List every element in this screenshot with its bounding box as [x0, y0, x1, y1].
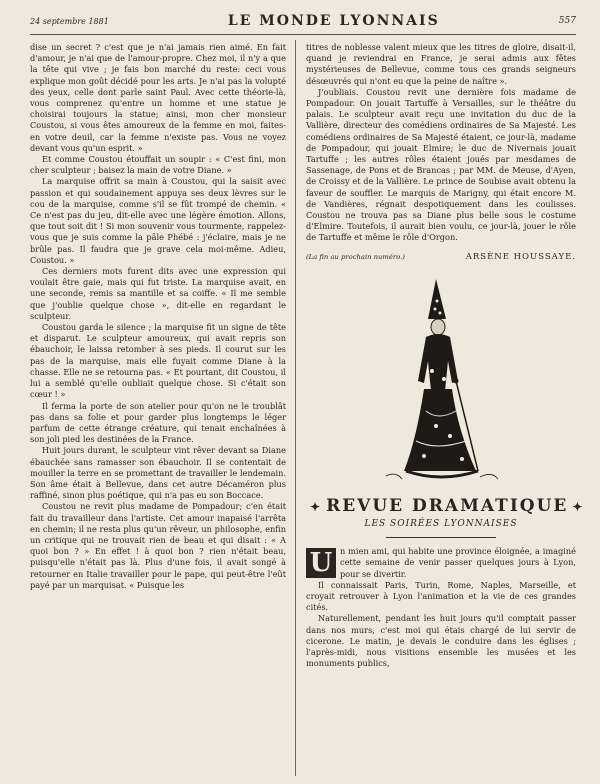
review-paragraph: Naturellement, pendant les huit jours qu'il comptait passer dans nos murs, c'est moi qui étais chargé de lui servir de cicerone. Le matin, je devais le conduire dans les églises ; l'après-midi, nous visitions ensemble les musées et les monuments publics,: [306, 613, 576, 669]
section-title-text: REVUE DRAMATIQUE: [326, 495, 569, 516]
left-column: [30, 42, 286, 776]
masthead-title: LE MONDE LYONNAIS: [227, 13, 440, 29]
right-paragraph: titres de noblesse valent mieux que les titres de gloire, disait-il, quand je reviendrai en France, je serai admis aux fêtes mystérieuses de Bellevue, comme tous ces grands seigneurs désœuvrés qui n'ont eu que la peine de naître ».: [306, 42, 576, 86]
left-paragraph: La marquise offrit sa main à Coustou, qui la saisit avec passion et qui soudainement appuya ses deux lèvres sur le cou de la marquise, comme s'il se fût trompé de chemin. « Ce n'est pas du jeu, dit-elle avec une légère émotion. Allons, que tout soit dit ! Si mon souvenir vous tourmente, rappelez-vous que je suis comme la pâle Phébé : j'éclaire, mais je ne brûle pas. Il faudra que je grave cela moi-même. Adieu, Coustou. »: [30, 176, 286, 265]
page-number: 557: [558, 16, 576, 26]
page-header: [30, 8, 576, 35]
right-paragraph: J'oubliais. Coustou revit une dernière fois madame de Pompadour. On jouait Tartuffe à Versailles, sur le théâtre du palais. Le sculpteur avait reçu une invitation du duc de la Vallière, directeur des comédiens ordinaires de Sa Majesté. Les comédiens ordinaires de Sa Majesté étaient, ce jour-là, madame de Pompadour, qui jouait Elmire; le duc de Nivernais jouait Tartuffe ; les autres rôles étaient joués par mesdames de Sassenage, de Pons et de Brancas ; par MM. de Meuse, d'Ayen, de Croissy et de la Vallière. Le prince de Soubise avait obtenu la faveur de souffler. Le marquis de Marigny, qui était encore M. de Vandières, régnait despotiquement dans les coulisses. Coustou ne trouva pas sa Diane plus belle sous le costume d'Elmire. Toutefois, il aurait bien voulu, ce jour-là, jouer le rôle de Tartuffe et même le rôle d'Orgon.: [306, 86, 576, 243]
ornament-icon: ✦: [572, 499, 585, 514]
subtitle-rule: [386, 537, 496, 538]
left-paragraph: Huit jours durant, le sculpteur vint rêver devant sa Diane ébauchée sans ramasser son ébauchoir. Il se contentait de mouiller la terre en se promettant de travailler le lendemain. Son âme était à Bellevue, dans cet autre Décaméron plus raffiné, sinon plus poétique, qui n'a pas eu son Boccace.: [30, 445, 286, 501]
signature-row: [306, 252, 576, 263]
left-paragraph: Coustou garda le silence ; la marquise fit un signe de tête et disparut. Le sculpteur amoureux, qui avait repris son ébauchoir, le laissa retomber à ses pieds. Il courut sur les pas de la marquise, mais elle fuyait comme Diane à la chasse. Elle ne se retourna pas. « Et pourtant, dit Coustou, il lui a semblé qu'elle oubliait quelque chose. Si c'était son cœur ! »: [30, 322, 286, 400]
left-paragraph: dise un secret ? c'est que je n'ai jamais rien aimé. En fait d'amour, je n'ai que de l'amour-propre. Chez moi, il n'y a que la tête qui vive ; je fais bon marché du reste: ceci vous explique mon goût décidé pour les arts. Je n'ai pas la volupté des yeux, celle dont parle saint Paul. Avec cette théorie-là, vous comprenez qu'entre un homme et une statue je choisirai toujours la statue; ainsi, mon cher monsieur Coustou, si vous êtes amoureux de la femme en moi, faites-en votre deuil, car la femme n'existe pas. Vous ne voyez devant vous qu'un esprit. »: [30, 42, 286, 153]
column-divider: [295, 40, 296, 776]
right-column: [306, 42, 585, 776]
drop-cap: U: [306, 548, 336, 578]
continuation-note: (La fin au prochain numéro.): [306, 252, 405, 261]
left-paragraph: Coustou ne revit plus madame de Pompadour; c'en était fait du travailleur dans l'artiste. Cet amour inapaisé l'arrêta en chemin; il ne resta plus qu'un rêveur, un philosophe, enfin un critique qui ne trouvait rien de beau et qui disait : « A quoi bon ? » En effet ! à quoi bon ? rien n'était beau, puisqu'elle n'était pas là. Plus d'une fois, il avait songé à retourner en Italie travailler pour le pape, qui peut-être l'eût payé par un marquisat. « Puisque les: [30, 501, 286, 590]
header-date: 24 septembre 1881: [30, 16, 109, 26]
author-signature: ARSÈNE HOUSSAYE.: [465, 251, 576, 262]
section-heading: [306, 495, 585, 516]
illustration: [306, 271, 576, 491]
left-paragraph: Il ferma la porte de son atelier pour qu'on ne le troublât pas dans sa folie et pour garder plus longtemps le léger parfum de cette étrange créature, qui tenait enchaînées à son joli pied les destinées de la France.: [30, 400, 286, 445]
review-body: [306, 546, 576, 669]
review-paragraph: Il connaissait Paris, Turin, Rome, Naples, Marseille, et croyait retrouver à Lyon l'animation et la vie de ces grandes cités.: [306, 579, 576, 613]
woman-figure-icon: [366, 271, 516, 491]
left-paragraph: Et comme Coustou étouffait un soupir : « C'est fini, mon cher sculpteur ; baisez la main de votre Diane. »: [30, 154, 286, 176]
ornament-icon: ✦: [310, 499, 323, 514]
left-paragraph: Ces derniers mots furent dits avec une expression qui voulait être gaie, mais qui fut triste. La marquise avait, en une seconde, remis sa mantille et sa coiffe. « Il me semble que j'oublie quelque chose », dit-elle en regardant le sculpteur.: [30, 266, 286, 321]
section-subtitle: LES SOIRÉES LYONNAISES: [364, 519, 518, 530]
review-paragraph: n mien ami, qui habite une province éloignée, a imaginé cette semaine de venir passer quelques jours à Lyon, pour se divertir.: [340, 546, 576, 579]
